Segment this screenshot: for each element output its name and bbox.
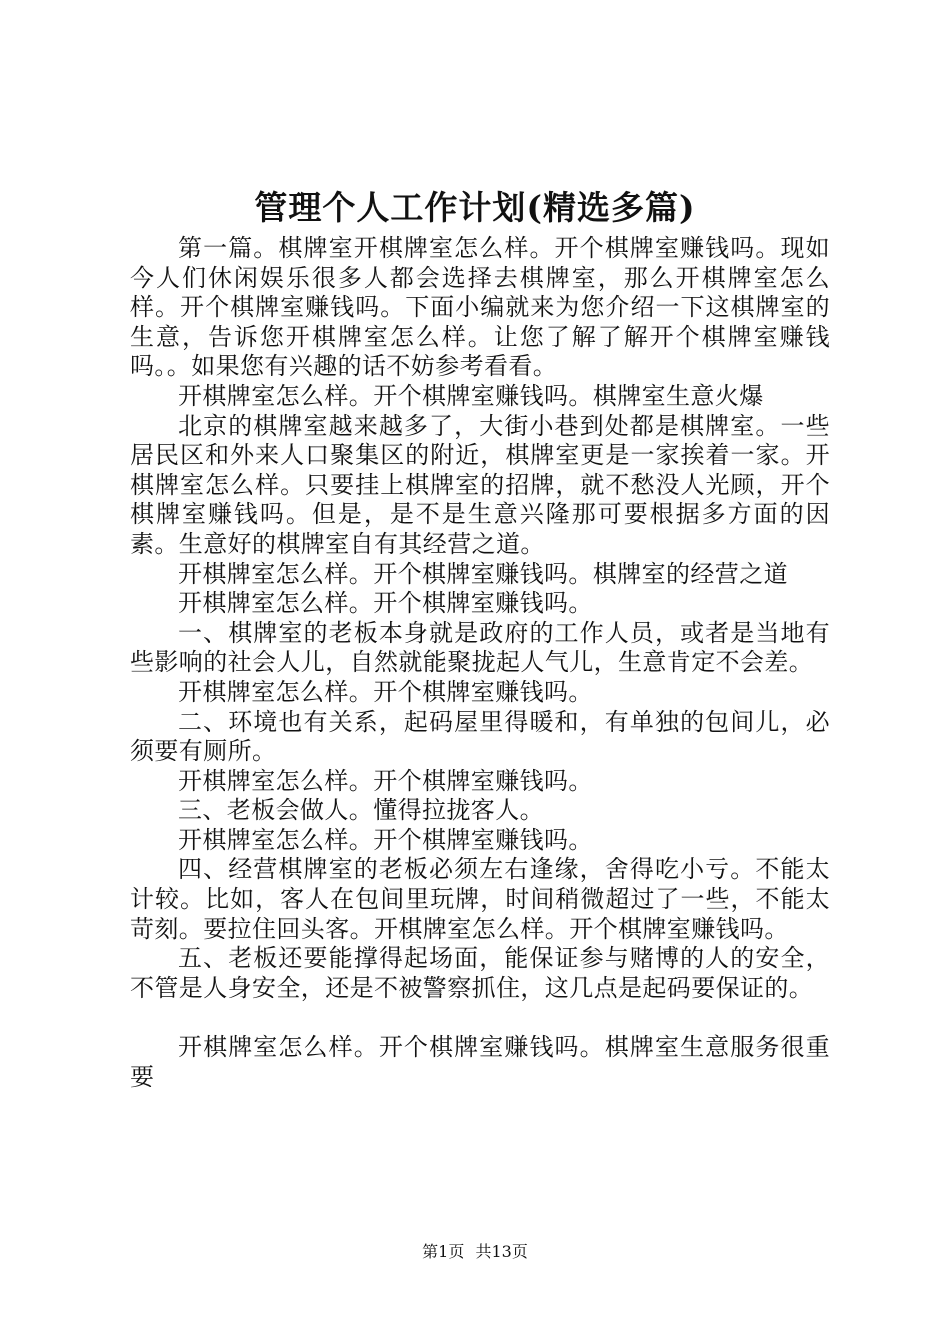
paragraph: 开棋牌室怎么样。开个棋牌室赚钱吗。: [178, 677, 593, 706]
paragraph: 开棋牌室怎么样。开个棋牌室赚钱吗。: [178, 825, 593, 854]
paragraph: 三、老板会做人。懂得拉拢客人。: [178, 796, 544, 825]
paragraph: 四、经营棋牌室的老板必须左右逢缘，舍得吃小亏。不能太计较。比如，客人在包间里玩牌，时间稍微超过了一些，不能太苛刻。要拉住回头客。开棋牌室怎么样。开个棋牌室赚钱吗。: [130, 855, 830, 943]
paragraph: 开棋牌室怎么样。开个棋牌室赚钱吗。棋牌室生意火爆: [178, 381, 764, 410]
paragraph: 开棋牌室怎么样。开个棋牌室赚钱吗。: [178, 766, 593, 795]
paragraph: 开棋牌室怎么样。开个棋牌室赚钱吗。棋牌室生意服务很重要: [130, 1033, 830, 1092]
document-title: 管理个人工作计划(精选多篇): [254, 188, 696, 227]
paragraph: 北京的棋牌室越来越多了，大街小巷到处都是棋牌室。一些居民区和外来人口聚集区的附近，棋牌室更是一家挨着一家。开棋牌室怎么样。只要挂上棋牌室的招牌，就不愁没人光顾，开个棋牌室赚钱吗。但是，是不是生意兴隆那可要根据多方面的因素。生意好的棋牌室自有其经营之道。: [130, 411, 830, 558]
paragraph: 开棋牌室怎么样。开个棋牌室赚钱吗。棋牌室的经营之道: [178, 559, 788, 588]
paragraph: 第一篇。棋牌室开棋牌室怎么样。开个棋牌室赚钱吗。现如今人们休闲娱乐很多人都会选择去棋牌室，那么开棋牌室怎么样。开个棋牌室赚钱吗。下面小编就来为您介绍一下这棋牌室的生意，告诉您开棋牌室怎么样。让您了解了解开个棋牌室赚钱吗。。如果您有兴趣的话不妨参考看看。: [130, 234, 830, 381]
page-footer: [0, 1242, 950, 1262]
paragraph: 五、老板还要能撑得起场面，能保证参与赌博的人的安全，不管是人身安全，还是不被警察抓住，这几点是起码要保证的。: [130, 944, 830, 1002]
page-number: 第1页: [422, 1242, 465, 1261]
document-body: [130, 234, 830, 1093]
paragraph: 二、环境也有关系，起码屋里得暖和，有单独的包间儿，必须要有厕所。: [130, 707, 830, 766]
page-total: 共13页: [475, 1242, 528, 1261]
paragraph: 开棋牌室怎么样。开个棋牌室赚钱吗。: [178, 589, 593, 618]
paragraph-spacer: [130, 1003, 830, 1033]
paragraph: 一、棋牌室的老板本身就是政府的工作人员，或者是当地有些影响的社会人儿，自然就能聚拢起人气儿，生意肯定不会差。: [130, 618, 830, 677]
